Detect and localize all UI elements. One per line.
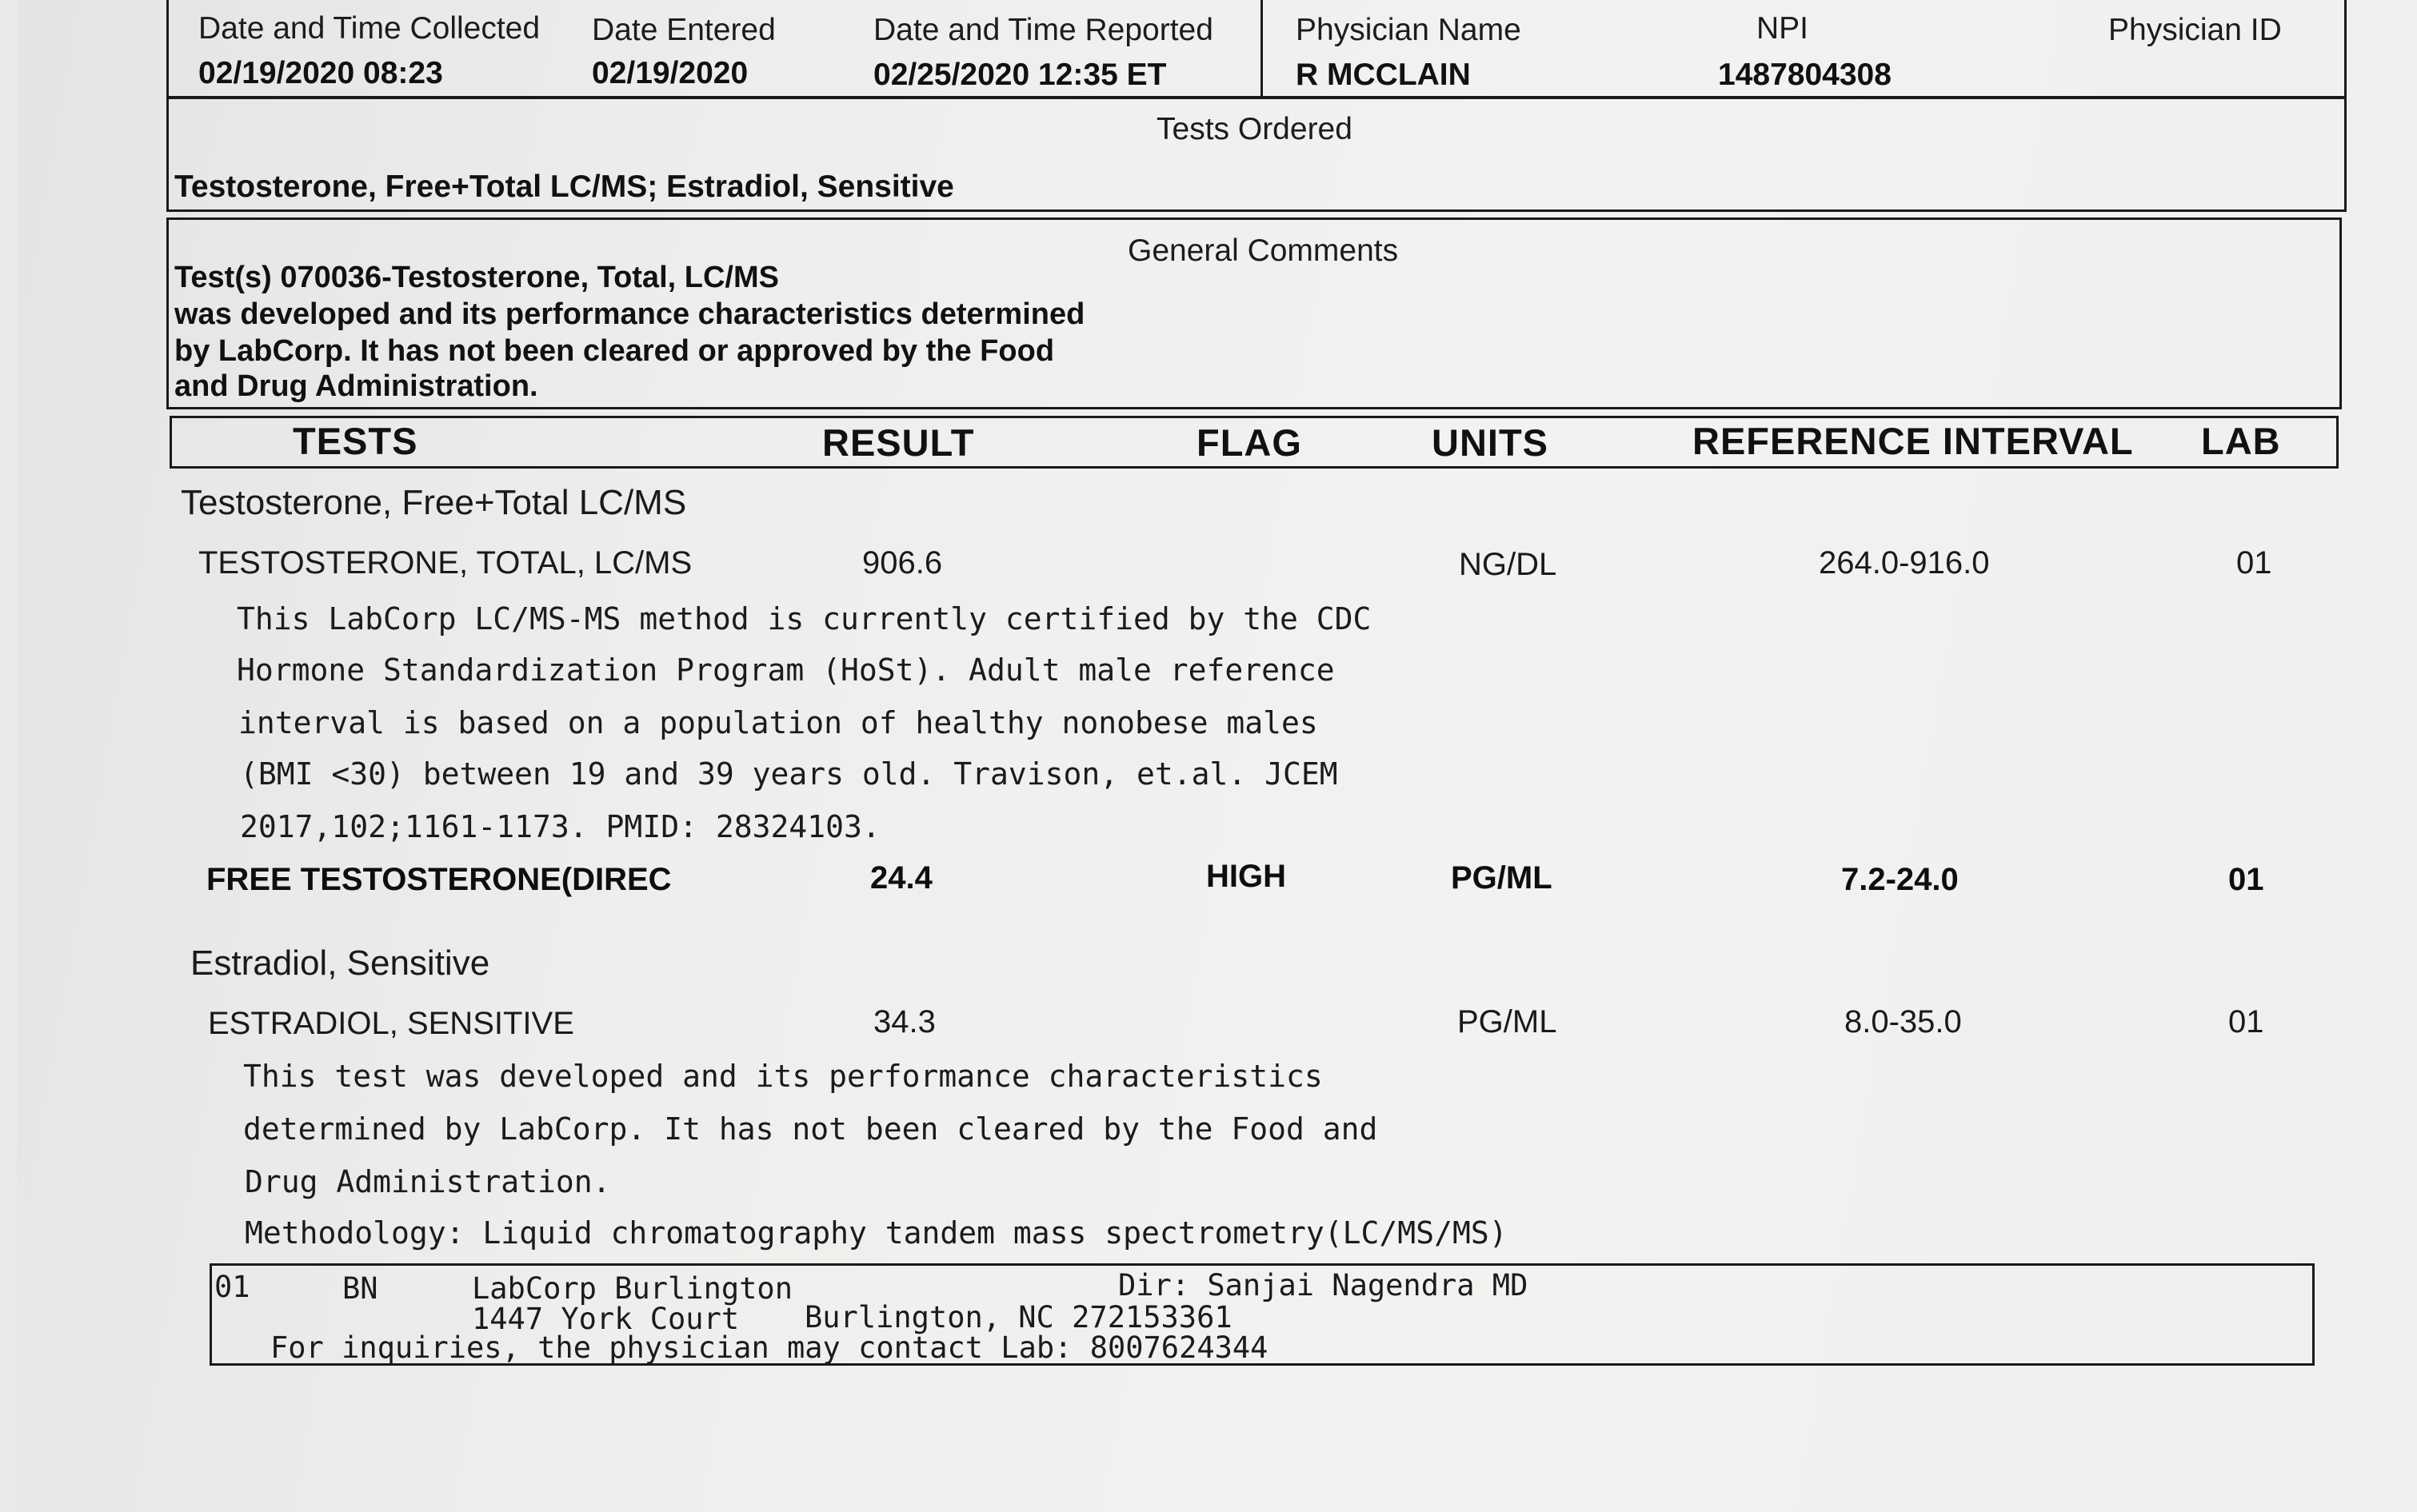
npi-value: 1487804308 [1718,58,1892,92]
test-units: PG/ML [1451,860,1552,896]
lab-city: Burlington, NC 272153361 [805,1300,1232,1334]
column-units: UNITS [1432,421,1548,464]
test-note: This test was developed and its performance characteristics [243,1059,1323,1094]
test-note: Hormone Standardization Program (HoSt). Adult male reference [237,652,1335,688]
test-units: NG/DL [1459,547,1557,582]
test-name: ESTRADIOL, SENSITIVE [208,1006,574,1041]
test-group-title: Testosterone, Free+Total LC/MS [181,483,687,522]
test-units: PG/ML [1457,1004,1557,1039]
test-note: (BMI <30) between 19 and 39 years old. Travison, et.al. JCEM [240,756,1338,792]
lab-code: 01 [214,1270,250,1304]
tests-ordered-title: Tests Ordered [1157,112,1352,146]
collected-label: Date and Time Collected [198,11,541,46]
header-divider [1260,0,1263,98]
tests-ordered-value: Testosterone, Free+Total LC/MS; Estradiol, Sensitive [174,170,954,204]
reported-value: 02/25/2020 12:35 ET [873,58,1167,92]
lab-inquiries: For inquiries, the physician may contact Lab: 8007624344 [270,1330,1268,1365]
test-flag: HIGH [1206,859,1286,894]
entered-value: 02/19/2020 [592,56,749,90]
test-note: This LabCorp LC/MS-MS method is currently certified by the CDC [237,601,1372,636]
test-lab: 01 [2228,1004,2264,1039]
column-tests: TESTS [293,420,418,462]
test-note: determined by LabCorp. It has not been cleared by the Food and [243,1111,1378,1147]
test-result: 24.4 [870,860,933,896]
test-note: Methodology: Liquid chromatography tandem mass spectrometry(LC/MS/MS) [245,1215,1508,1251]
test-note: Drug Administration. [245,1164,611,1199]
physician-label: Physician Name [1296,13,1521,47]
column-lab: LAB [2201,420,2281,462]
comment-line: and Drug Administration. [174,369,538,403]
reported-label: Date and Time Reported [873,13,1213,47]
test-reference: 264.0-916.0 [1819,545,1990,580]
comment-line: was developed and its performance characteristics determined [174,297,1085,331]
comment-line: by LabCorp. It has not been cleared or approved by the Food [174,334,1055,368]
column-flag: FLAG [1197,421,1302,464]
test-result: 906.6 [862,545,943,580]
test-lab: 01 [2228,862,2264,897]
lab-street: 1447 York Court [472,1302,740,1336]
test-name: FREE TESTOSTERONE(DIREC [206,862,672,897]
test-result: 34.3 [873,1004,936,1039]
test-lab: 01 [2236,545,2272,580]
test-reference: 8.0-35.0 [1844,1004,1962,1039]
test-name: TESTOSTERONE, TOTAL, LC/MS [198,545,693,580]
lab-name: LabCorp Burlington [472,1271,793,1306]
lab-director: Dir: Sanjai Nagendra MD [1118,1268,1528,1303]
general-comments-title: General Comments [1128,233,1399,268]
test-group-title: Estradiol, Sensitive [190,944,490,983]
column-reference: REFERENCE INTERVAL [1692,420,2134,462]
physician-value: R MCCLAIN [1296,58,1471,92]
physician-id-label: Physician ID [2108,13,2282,47]
npi-label: NPI [1756,11,1809,46]
test-note: interval is based on a population of healthy nonobese males [238,705,1318,740]
column-result: RESULT [822,421,975,464]
entered-label: Date Entered [592,13,776,47]
test-note: 2017,102;1161-1173. PMID: 28324103. [240,809,881,844]
test-reference: 7.2-24.0 [1841,862,1959,897]
comment-line: Test(s) 070036-Testosterone, Total, LC/MS [174,261,779,294]
lab-abbr: BN [342,1271,378,1306]
collected-value: 02/19/2020 08:23 [198,56,443,90]
